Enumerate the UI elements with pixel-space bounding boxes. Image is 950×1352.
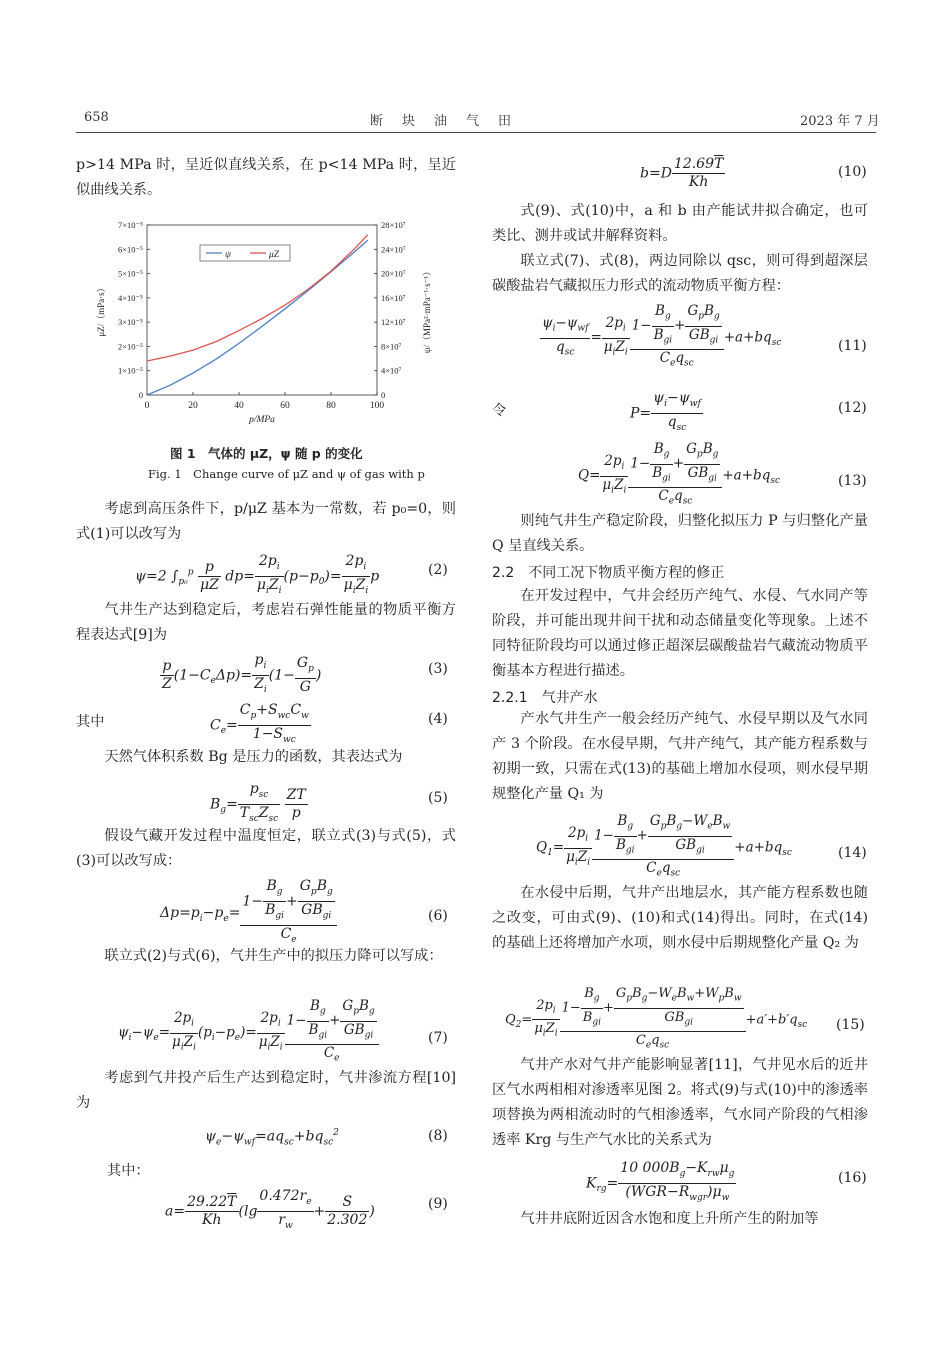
- equation-4: $C_e=$ $\frac{C_p+S_{wc}C_w}{1-S_{wc}}$: [210, 702, 309, 745]
- right-para-water: [492, 1053, 868, 1153]
- equation-11-number: (11): [838, 338, 867, 354]
- section-2-2-heading: 2.2 不同工况下物质平衡方程的修正: [492, 565, 725, 581]
- y-right-tick-label: 16×10⁷: [381, 292, 406, 303]
- right-para-pure: [492, 509, 868, 559]
- para-stable: 气井生产达到稳定后，考虑岩石弹性能量的物质平衡方程表达式[9]为: [76, 602, 456, 643]
- equation-11: $\frac{\psi_i-\psi_{wf}}{q_{sc}}$ = $\frac{2p_i}{\mu_iZ_i}$ 1− $\frac{B_g}{B_{gi}}$ + $\frac{G_pB_g}{GB_{gi}}$ $C_eq_{sc}$ $+a+bq_{sc}$: [542, 303, 782, 370]
- equation-15-number: (15): [836, 1017, 865, 1033]
- para-last: 气井井底附近因含水饱和度上升所产生的附加等: [520, 1211, 819, 1227]
- equation-16-number: (16): [838, 1170, 867, 1186]
- equation-6: $\Delta p=p_i-p_e=$ 1− $\frac{B_g}{B_{gi}}$ + $\frac{G_pB_g}{GB_{gi}}$ $C_e$: [160, 878, 337, 948]
- y-right-tick-label: 28×10⁷: [381, 220, 406, 230]
- equation-3-number: (3): [428, 661, 448, 677]
- y-left-tick-label: 7×10⁻⁵: [118, 220, 143, 230]
- right-para-last: [492, 1207, 868, 1232]
- y-right-tick-label: 12×10⁷: [381, 317, 406, 328]
- equation-14: $Q_1=$ $\frac{2p_i}{\mu_iZ_i}$ 1− $\frac{B_g}{B_{gi}}$ + $\frac{G_pB_g-W_eB_w}{GB_{gi}}$ $C_eq_{sc}$ $+a+bq_{sc}$: [536, 813, 792, 880]
- y-left-tick-label: 0: [138, 390, 143, 400]
- equation-4-number: (4): [428, 711, 448, 727]
- y-right-tick-label: 0: [381, 390, 386, 400]
- left-para-after-fig: [76, 497, 456, 547]
- equation-15: $Q_2=$ $\frac{2p_i}{\mu_iZ_i}$ 1− $\frac{B_g}{B_{gi}}$ + $\frac{G_pB_g-W_eB_w+W_pB_w}{GB_{gi}}$ $C_eq_{sc}$ $+a'+b'q_{sc}$: [505, 986, 808, 1051]
- equation-9-number: (9): [428, 1196, 448, 1212]
- y-left-tick-label: 1×10⁻⁵: [118, 365, 143, 376]
- series-line-psi: [147, 240, 368, 395]
- equation-10: b=D $\frac{12.69\overline{T}}{Kh}$: [640, 156, 724, 190]
- equation-14-number: (14): [838, 845, 867, 861]
- x-axis-label: p/MPa: [249, 415, 275, 425]
- qizhong2-label: 其中：: [107, 1163, 150, 1179]
- figure-1-caption-en: Fig. 1 Change curve of μZ and ψ of gas with p: [148, 467, 425, 481]
- para-221: 产水气井生产一般会经历产纯气、水侵早期以及气水同产 3 个阶段。在水侵早期，气井产纯气，其产能方程系数与初期一致，只需在式(13)的基础上增加水侵项，则水侵早期规整化产量 Q₁ 为: [492, 711, 868, 802]
- right-para-22: [492, 584, 868, 684]
- equation-13-number: (13): [838, 473, 867, 489]
- right-para-221: [492, 707, 868, 807]
- equation-8-number: (8): [428, 1128, 448, 1144]
- ling-label: 令: [492, 403, 507, 419]
- x-tick-label: 100: [369, 401, 385, 411]
- x-tick-label: 80: [326, 401, 336, 411]
- para-bg: 天然气体积系数 Bg 是压力的函数，其表达式为: [104, 749, 403, 765]
- equation-2-number: (2): [428, 562, 448, 578]
- header-rule: [76, 132, 876, 133]
- x-tick-label: 40: [234, 401, 244, 411]
- equation-10-number: (10): [838, 164, 867, 180]
- para-after-fig: 考虑到高压条件下，p/μZ 基本为一常数，若 p₀=0，则式(1)可以改写为: [76, 501, 456, 542]
- para-seep: 考虑到气井投产后生产达到稳定时，气井渗流方程[10]为: [76, 1070, 456, 1111]
- y-left-tick-label: 4×10⁻⁵: [118, 292, 143, 303]
- x-tick-label: 0: [144, 401, 150, 411]
- legend-label: ψ: [225, 250, 231, 260]
- equation-5-number: (5): [428, 790, 448, 806]
- equation-13: Q= $\frac{2p_i}{\mu_iZ_i}$ 1− $\frac{B_g}{B_{gi}}$ + $\frac{G_pB_g}{GB_{gi}}$ $C_eq_{sc}$ $+a+bq_{sc}$: [578, 441, 781, 508]
- para-pure: 则纯气井生产稳定阶段，归整化拟压力 P 与归整化产量 Q 呈直线关系。: [492, 513, 868, 554]
- left-intro: [76, 153, 456, 203]
- x-tick-label: 60: [280, 401, 290, 411]
- equation-8: $\psi_e-\psi_{wf}=aq_{sc}+bq_{sc}^2$: [205, 1128, 339, 1148]
- equation-12-number: (12): [838, 400, 867, 416]
- y-left-tick-label: 6×10⁻⁵: [118, 244, 143, 255]
- equation-3: $\frac{p}{Z}$ $(1-C_e\Delta p)=$ $\frac{p_i}{Z_i}$ (1− $\frac{G_p}{G}$ ): [162, 652, 322, 695]
- left-para-link: [76, 944, 456, 969]
- para-join: 联立式(7)、式(8)，两边同除以 qsc，则可得到超深层碳酸盐岩气藏拟压力形式的流动物质平衡方程：: [492, 253, 868, 294]
- left-para-stable: [76, 598, 456, 648]
- intro-text: p>14 MPa 时，呈近似直线关系，在 p<14 MPa 时，呈近似曲线关系。: [76, 157, 456, 198]
- y-left-tick-label: 5×10⁻⁵: [118, 268, 143, 279]
- equation-2: ψ=2 $\int_{p_0}^p$ $\frac{p}{\mu Z}$ dp= $\frac{2p_i}{\mu_iZ_i}$ $(p-p_0)=$ $\frac{2p_i}{\mu_iZ_i}$ p: [135, 553, 380, 596]
- y-right-tick-label: 20×10⁷: [381, 268, 406, 279]
- y-right-tick-label: 4×10⁷: [381, 365, 402, 376]
- para-22: 在开发过程中，气井会经历产纯气、水侵、气水同产等阶段，并可能出现井间干扰和动态储量变化等现象。上述不同特征阶段均可以通过修正超深层碳酸盐岩气藏流动物质平衡基本方程进行描述。: [492, 588, 868, 679]
- para-temp: 假设气藏开发过程中温度恒定，联立式(3)与式(5)，式(3)可以改写成：: [76, 828, 456, 869]
- y-left-axis-label: μZ/（mPa·s）: [96, 283, 106, 337]
- para-late: 在水侵中后期，气井产出地层水，其产能方程系数也随之改变，可由式(9)、(10)和式(14)得出。同时，在式(14)的基础上还将增加产水项，则水侵中后期规整化产量 Q₂ 为: [492, 885, 868, 951]
- section-2-2-1-heading: 2.2.1 气井产水: [492, 690, 598, 706]
- x-tick-label: 20: [188, 401, 198, 411]
- page-number: 658: [84, 110, 109, 125]
- equation-5: $B_g=$ $\frac{p_{sc}}{T_{sc}Z_{sc}}$ $\frac{ZT}{p}$: [210, 781, 306, 824]
- y-right-tick-label: 24×10⁷: [381, 244, 406, 255]
- figure-1-chart: [90, 215, 460, 430]
- right-para-late: [492, 881, 868, 956]
- right-para-ab: [492, 199, 868, 249]
- para-link: 联立式(2)与式(6)，气井生产中的拟压力降可以写成：: [104, 948, 443, 964]
- equation-12: P= $\frac{\psi_i-\psi_{wf}}{q_{sc}}$: [630, 390, 701, 433]
- equation-7-number: (7): [428, 1030, 448, 1046]
- left-para-seep: [76, 1066, 456, 1116]
- para-ab: 式(9)、式(10)中，a 和 b 由产能试井拟合确定，也可类比、测井或试井解释资料。: [492, 203, 868, 244]
- qizhong-label: 其中: [76, 714, 105, 730]
- figure-1-caption-cn: 图 1 气体的 μZ，ψ 随 p 的变化: [170, 446, 363, 461]
- y-right-tick-label: 8×10⁷: [381, 341, 402, 352]
- equation-6-number: (6): [428, 908, 448, 924]
- y-right-axis-label: ψ/（MPa²·mPa⁻¹·s⁻¹）: [422, 266, 432, 354]
- y-left-tick-label: 2×10⁻⁵: [118, 341, 143, 352]
- left-para-temp: [76, 824, 456, 874]
- para-water: 气井产水对气井产能影响显著[11]，气井见水后的近井区气水两相相对渗透率见图 2。将式(9)与式(10)中的渗透率项替换为两相流动时的气相渗透率，气水同产阶段的气相渗透率 Krg 与生产气水比的关系式为: [492, 1057, 868, 1148]
- equation-7: $\psi_i-\psi_e=$ $\frac{2p_i}{\mu_iZ_i}$ $(p_i-p_e)=$ $\frac{2p_i}{\mu_iZ_i}$ 1− $\frac{B_g}{B_{gi}}$ + $\frac{G_pB_g}{GB_{gi}}$ $C_e$: [118, 998, 379, 1068]
- y-left-tick-label: 3×10⁻⁵: [118, 317, 143, 328]
- right-para-join: [492, 249, 868, 299]
- left-para-bg: [76, 745, 456, 770]
- equation-16: $K_{rg}=$ $\frac{10 000B_g-K_{rw}\mu_g}{(WGR-R_{wgr})\mu_w}$: [586, 1160, 735, 1203]
- journal-title: 断 块 油 气 田: [370, 114, 515, 129]
- issue-date: 2023 年 7 月: [800, 114, 880, 129]
- equation-9: a= $\frac{29.22\overline{T}}{Kh}$ (lg $\frac{0.472r_e}{r_w}$ + $\frac{S}{2.302}$ ): [165, 1188, 375, 1231]
- legend-label: μZ: [269, 250, 280, 260]
